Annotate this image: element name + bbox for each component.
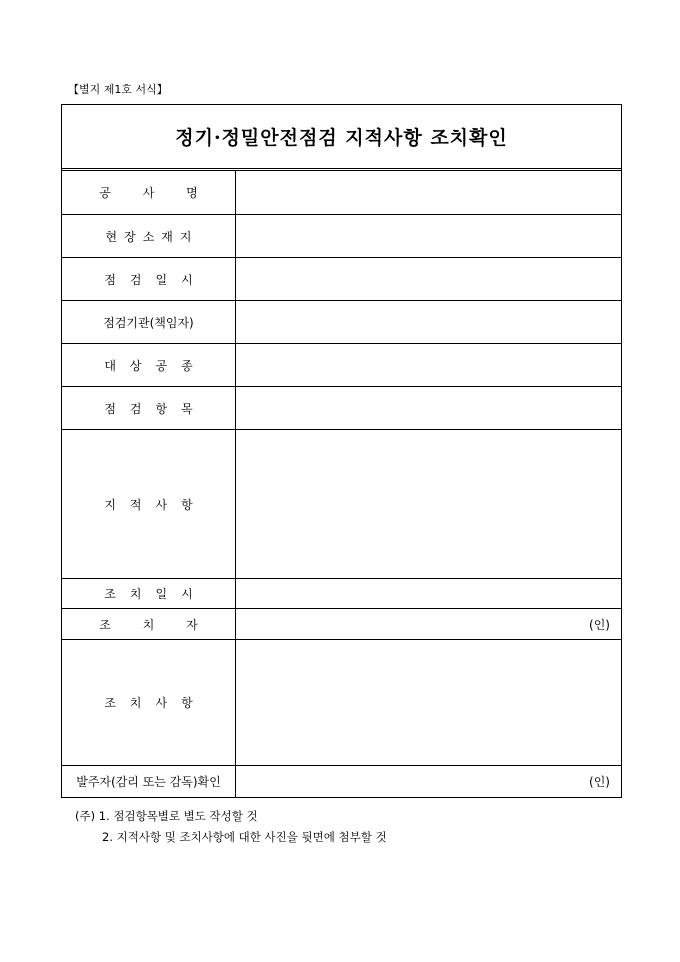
field-inspection-date[interactable]	[236, 258, 621, 300]
field-action-date[interactable]	[236, 579, 621, 608]
row-site-location	[62, 214, 621, 257]
label-inspection-items: 점검항목	[62, 387, 236, 429]
row-action-details	[62, 639, 621, 765]
title-row	[62, 105, 621, 171]
label-inspection-agency: 점검기관(책임자)	[62, 301, 236, 343]
label-construction-name: 공 사 명	[62, 171, 236, 214]
row-client-confirmation	[62, 765, 621, 797]
row-findings	[62, 429, 621, 578]
row-action-person	[62, 608, 621, 639]
row-action-date	[62, 578, 621, 608]
field-action-person[interactable]: (인)	[589, 617, 610, 632]
field-findings[interactable]	[236, 430, 621, 578]
form-number-label: 【별지 제1호 서식】	[68, 83, 168, 96]
field-inspection-agency[interactable]	[236, 301, 621, 343]
row-inspection-items	[62, 386, 621, 429]
footnotes	[75, 806, 387, 848]
field-site-location[interactable]	[236, 215, 621, 257]
label-inspection-date: 점검일시	[62, 258, 236, 300]
row-inspection-agency	[62, 300, 621, 343]
field-inspection-items[interactable]	[236, 387, 621, 429]
field-construction-name[interactable]	[236, 171, 621, 214]
row-target-work	[62, 343, 621, 386]
footnote-1: (주) 1. 점검항목별로 별도 작성할 것	[75, 809, 258, 823]
label-target-work: 대상공종	[62, 344, 236, 386]
field-action-details[interactable]	[236, 640, 621, 765]
inspection-form-table	[61, 104, 622, 798]
footnote-2: 2. 지적사항 및 조치사항에 대한 사진을 뒷면에 첨부할 것	[102, 830, 387, 844]
form-title: 정기·정밀안전점검 지적사항 조치확인	[175, 127, 508, 149]
row-construction-name	[62, 171, 621, 214]
label-site-location: 현장소재지	[62, 215, 236, 257]
label-action-details: 조치사항	[62, 640, 236, 765]
row-inspection-date	[62, 257, 621, 300]
label-client-confirmation: 발주자(감리 또는 감독)확인	[62, 766, 236, 797]
label-action-person: 조 치 자	[62, 609, 236, 639]
label-action-date: 조치일시	[62, 579, 236, 608]
label-findings: 지적사항	[62, 430, 236, 578]
field-client-confirmation[interactable]: (인)	[589, 775, 610, 789]
field-target-work[interactable]	[236, 344, 621, 386]
